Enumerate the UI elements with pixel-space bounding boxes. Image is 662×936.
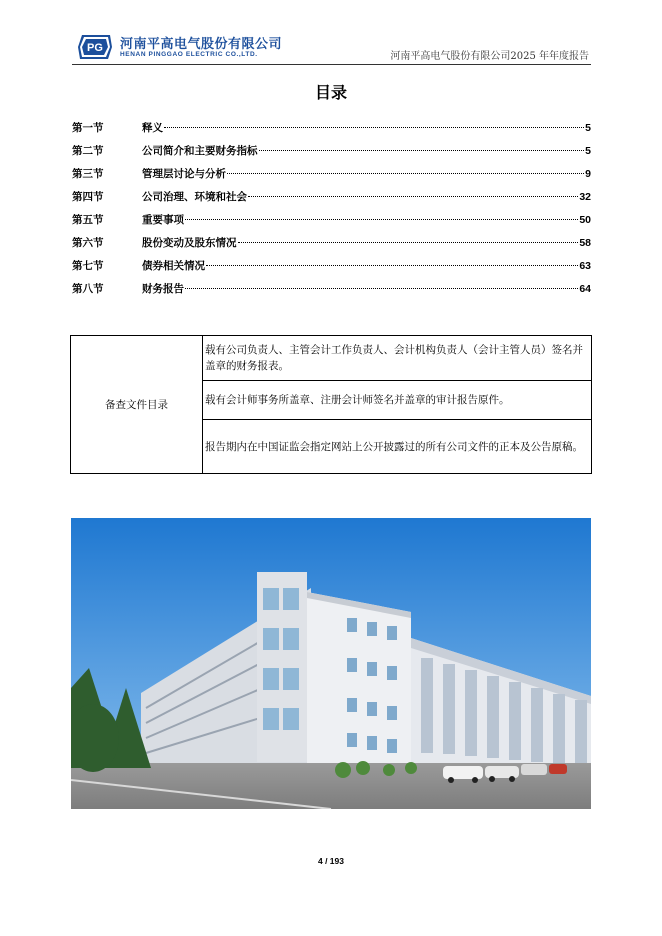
factory-building-photo (71, 518, 591, 809)
toc-leader-dots (185, 219, 578, 220)
toc-page-number: 32 (579, 191, 591, 203)
toc-leader-dots (259, 150, 585, 151)
toc-page-number: 58 (579, 237, 591, 249)
toc-entry[interactable] (72, 163, 591, 186)
toc-page-number: 9 (585, 168, 591, 180)
toc-label: 财务报告 (142, 283, 184, 295)
toc-section-number: 第二节 (72, 145, 104, 157)
document-item: 载有公司负责人、主管会计工作负责人、会计机构负责人（会计主管人员）签名并盖章的财务报表。 (203, 336, 592, 381)
toc-label: 释义 (142, 122, 163, 134)
toc-page-number: 50 (579, 214, 591, 226)
toc-label: 公司治理、环境和社会 (142, 191, 247, 203)
reference-documents-table (70, 335, 592, 474)
toc-entry[interactable] (72, 117, 591, 140)
toc-entry[interactable] (72, 255, 591, 278)
toc-entry[interactable] (72, 209, 591, 232)
toc-leader-dots (185, 288, 578, 289)
toc-leader-dots (206, 265, 578, 266)
toc-leader-dots (227, 173, 584, 174)
toc-label: 债券相关情况 (142, 260, 205, 272)
table-of-contents (72, 117, 591, 301)
toc-label: 重要事项 (142, 214, 184, 226)
page-header (72, 30, 591, 65)
company-name-en: HENAN PINGGAO ELECTRIC CO.,LTD. (120, 51, 258, 58)
company-name-cn: 河南平高电气股份有限公司 (120, 37, 283, 52)
toc-section-number: 第五节 (72, 214, 104, 226)
toc-entry[interactable] (72, 140, 591, 163)
toc-label: 公司简介和主要财务指标 (142, 145, 258, 157)
document-item: 报告期内在中国证监会指定网站上公开披露过的所有公司文件的正本及公告原稿。 (203, 420, 592, 474)
toc-leader-dots (238, 242, 579, 243)
toc-entry[interactable] (72, 232, 591, 255)
toc-entry[interactable] (72, 186, 591, 209)
toc-section-number: 第一节 (72, 122, 104, 134)
document-item: 载有会计师事务所盖章、注册会计师签名并盖章的审计报告原件。 (203, 381, 592, 420)
documents-label: 备查文件目录 (71, 336, 203, 474)
toc-section-number: 第八节 (72, 283, 104, 295)
toc-label: 股份变动及股东情况 (142, 237, 237, 249)
toc-leader-dots (248, 196, 578, 197)
toc-section-number: 第七节 (72, 260, 104, 272)
toc-section-number: 第三节 (72, 168, 104, 180)
table-row (71, 336, 592, 381)
toc-page-number: 5 (585, 145, 591, 157)
report-title: 河南平高电气股份有限公司2025 年年度报告 (390, 51, 589, 62)
toc-title: 目录 (314, 83, 347, 102)
logo-text: PG (87, 42, 103, 54)
toc-leader-dots (164, 127, 584, 128)
toc-page-number: 63 (579, 260, 591, 272)
toc-section-number: 第四节 (72, 191, 104, 203)
toc-section-number: 第六节 (72, 237, 104, 249)
pinggao-logo-icon (76, 34, 114, 60)
toc-page-number: 5 (585, 122, 591, 134)
toc-label: 管理层讨论与分析 (142, 168, 226, 180)
toc-page-number: 64 (579, 283, 591, 295)
page-indicator: 4 / 193 (318, 856, 344, 866)
toc-entry[interactable] (72, 278, 591, 301)
